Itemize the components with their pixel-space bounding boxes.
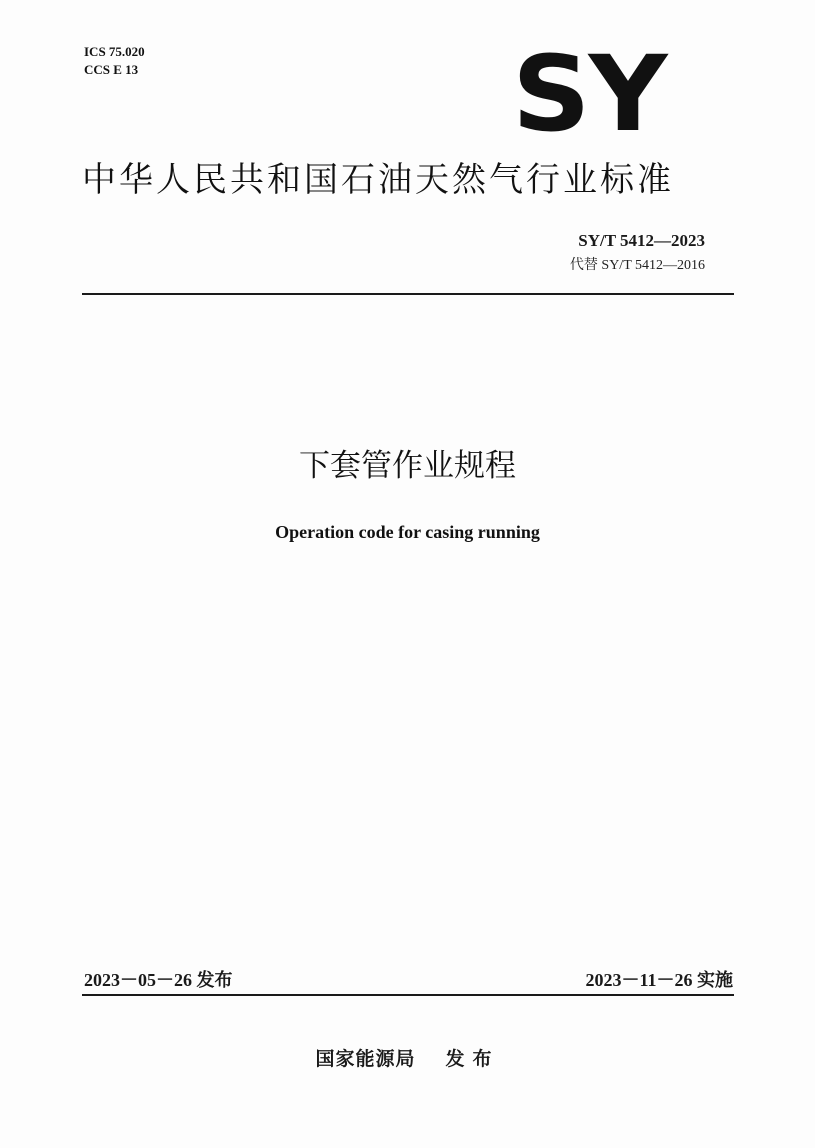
ccs-code: CCS E 13 bbox=[84, 62, 139, 77]
replaced-standard: 代替 SY/T 5412—2016 bbox=[569, 258, 705, 273]
publish-action: 发布 bbox=[445, 1048, 500, 1070]
industry-standard-title: 中华人民共和国石油天然气行业标准 bbox=[82, 160, 674, 200]
top-divider bbox=[82, 293, 734, 295]
effective-date: 2023－11－26 实施 bbox=[585, 970, 733, 990]
sy-logo: SY bbox=[512, 33, 666, 155]
publisher-organization: 国家能源局 bbox=[315, 1048, 416, 1070]
ics-code: ICS 75.020 bbox=[84, 44, 145, 59]
publisher-line bbox=[0, 1046, 815, 1072]
classification-codes bbox=[84, 43, 145, 79]
document-title-english: Operation code for casing running bbox=[275, 522, 540, 542]
standard-number: SY/T 5412—2023 bbox=[578, 231, 705, 250]
document-title-chinese: 下套管作业规程 bbox=[299, 448, 516, 484]
bottom-divider bbox=[82, 994, 734, 996]
issue-date: 2023－05－26 发布 bbox=[84, 970, 233, 990]
